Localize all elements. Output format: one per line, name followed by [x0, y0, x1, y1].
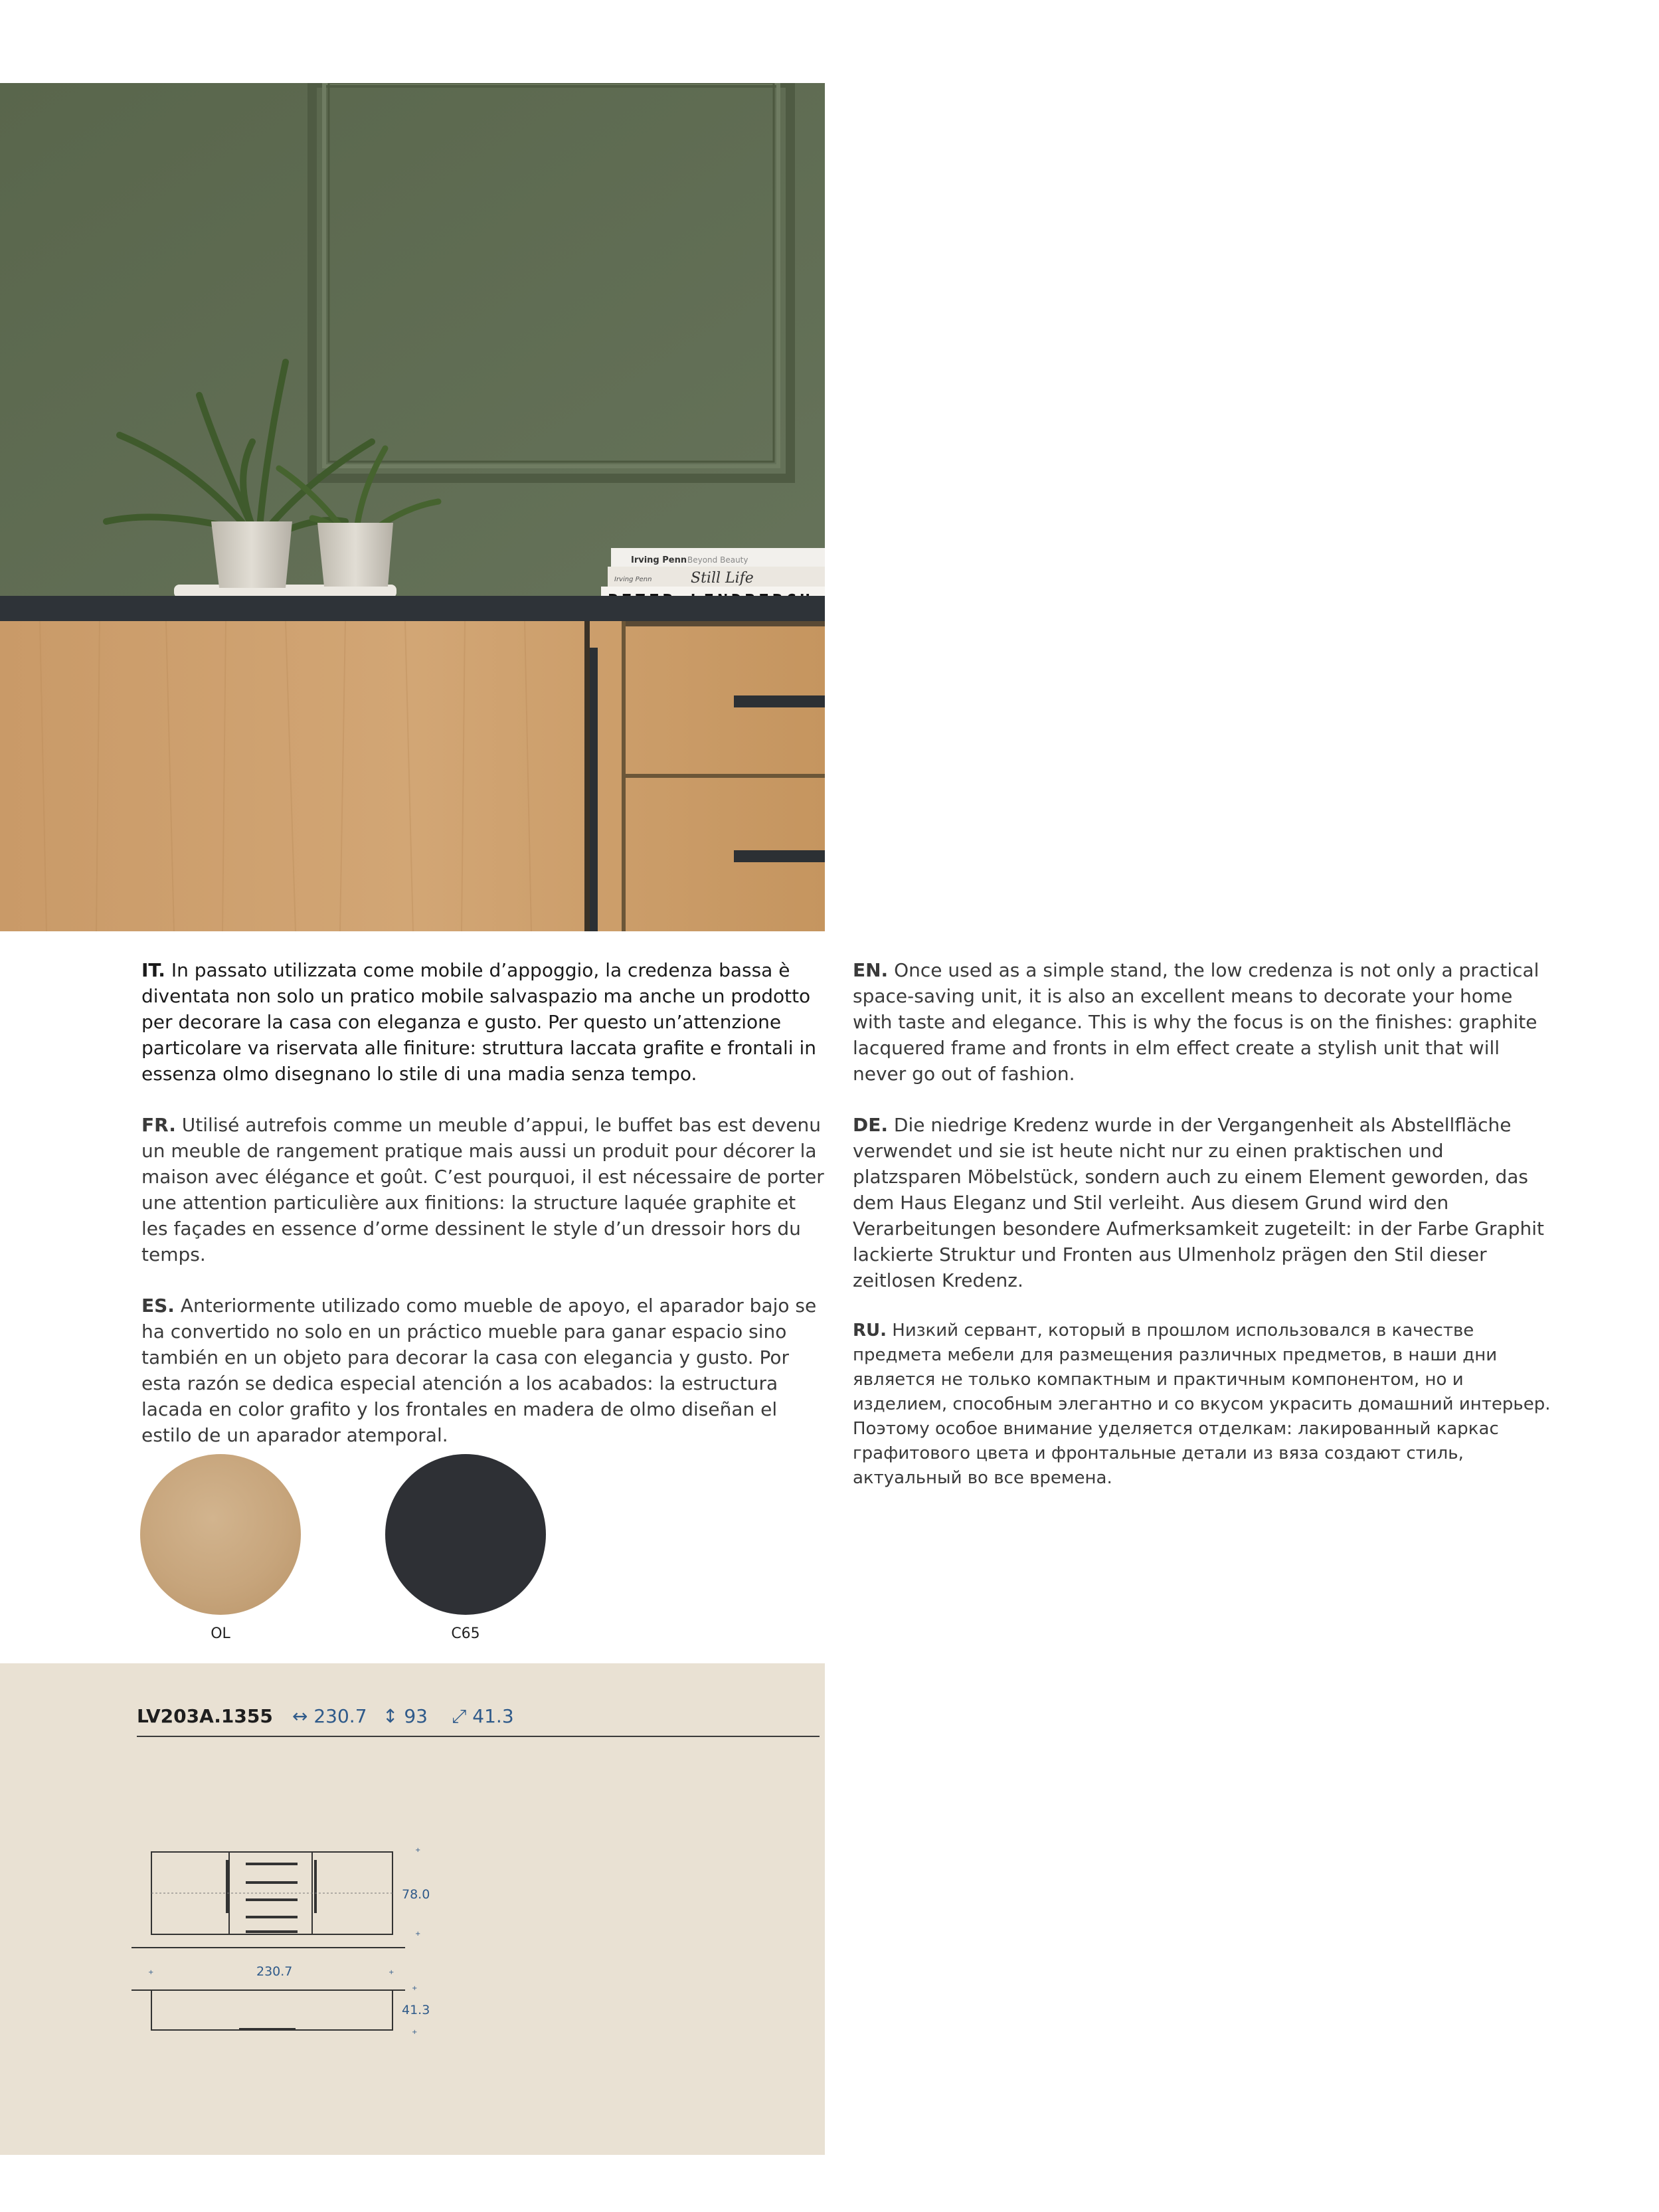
- finish-swatch-ol: [140, 1454, 301, 1615]
- text-es: [141, 1293, 826, 1448]
- spec-divider: [137, 1736, 820, 1737]
- drawing-depth-label: 41.3: [402, 2003, 430, 2017]
- lang-code-fr: FR.: [141, 1114, 176, 1136]
- lang-code-en: EN.: [853, 959, 889, 981]
- text-ru-body: Низкий сервант, который в прошлом использовался в качестве предмета мебели для размещения различных предметов, в наши дни является не только компактным и практичным компонентом, но и изделием, способным элегантно и со вкусом украсить домашний интерьер. Поэтому особое внимание уделяется отделкам: лакированный каркас графитового цвета и фронтальные детали из вяза создают стиль, актуальный во все времена.: [853, 1321, 1551, 1488]
- text-de-body: Die niedrige Kredenz wurde in der Vergangenheit als Abstellfläche verwendet und sie ist heute nicht nur zu einen praktischen und platzsparen Möbelstück, sondern auch zu einem Element geworden, das dem Haus Eleganz und Stil verleiht. Aus diesem Grund wird den Verarbeitungen besondere Aufmerksamkeit zugeteilt: in der Farbe Graphit lackierte Struktur und Fronten aus Ulmenholz prägen den Stil dieser zeitlosen Kredenz.: [853, 1114, 1544, 1291]
- text-ru: [853, 1319, 1557, 1491]
- finish-swatch-c65: [385, 1454, 546, 1615]
- text-column-left: [141, 957, 826, 1473]
- drawing-width-label: 230.7: [256, 1964, 293, 1979]
- text-fr: [141, 1112, 826, 1267]
- text-fr-body: Utilisé autrefois comme un meuble d’appui, le buffet bas est devenu un meuble de rangement pratique mais aussi un produit pour décorer la maison avec élégance et goût. C’est pourquoi, il est nécessaire de porter une attention particulière aux finitions: la structure laquée graphite et les façades en essence d’orme dessinent le style d’un dressoir hors du temps.: [141, 1114, 824, 1265]
- text-en: [853, 957, 1557, 1087]
- svg-text:+: +: [415, 1847, 421, 1854]
- technical-drawing: [126, 1847, 438, 2053]
- product-code: LV203A.1355: [137, 1705, 273, 1727]
- finish-label-c65: C65: [451, 1625, 480, 1642]
- dimension-height: ↕ 93: [383, 1705, 428, 1727]
- svg-text:+: +: [389, 1969, 394, 1976]
- svg-text:+: +: [148, 1969, 154, 1976]
- text-it: [141, 957, 826, 1087]
- book-2-author: Irving Penn: [614, 576, 652, 583]
- text-it-body: In passato utilizzata come mobile d’appoggio, la credenza bassa è diventata non solo un pratico mobile salvaspazio ma anche un prodotto per decorare la casa con eleganza e gusto. Per questo un’attenzione particolare va riservata alle finiture: struttura laccata grafite e frontali in essenza olmo disegnano lo stile di una madia senza tempo.: [141, 959, 816, 1085]
- text-de: [853, 1112, 1557, 1293]
- drawing-height-label: 78.0: [402, 1887, 430, 1902]
- lang-code-ru: RU.: [853, 1321, 887, 1340]
- book-1-author: Irving Penn: [631, 555, 687, 565]
- svg-text:+: +: [412, 1985, 418, 1992]
- text-es-body: Anteriormente utilizado como mueble de apoyo, el aparador bajo se ha convertido no solo en un práctico mueble para ganar espacio sino también en un objeto para decorar la casa con elegancia y gusto. Por esta razón se dedica especial atención a los acabados: la estructura lacada en color grafito y los frontales en madera de olmo diseñan el estilo de un aparador atemporal.: [141, 1295, 817, 1446]
- lang-code-es: ES.: [141, 1295, 175, 1317]
- finish-label-ol: OL: [211, 1625, 230, 1642]
- text-column-right: [853, 957, 1557, 1516]
- text-en-body: Once used as a simple stand, the low credenza is not only a practical space-saving unit, it is also an excellent means to decorate your home with taste and elegance. This is why the focus is on the finishes: graphite lacquered frame and fronts in elm effect create a stylish unit that will never go out of fashion.: [853, 959, 1539, 1085]
- book-1-title: Beyond Beauty: [687, 555, 748, 565]
- dimension-width: ↔ 230.7: [292, 1705, 367, 1727]
- dimension-depth: ⤢ 41.3: [452, 1705, 514, 1727]
- lang-code-it: IT.: [141, 959, 165, 981]
- product-photo: [0, 83, 825, 931]
- book-2-title: Still Life: [691, 570, 754, 587]
- svg-text:+: +: [412, 2029, 418, 2036]
- svg-text:+: +: [415, 1930, 421, 1938]
- lang-code-de: DE.: [853, 1114, 889, 1136]
